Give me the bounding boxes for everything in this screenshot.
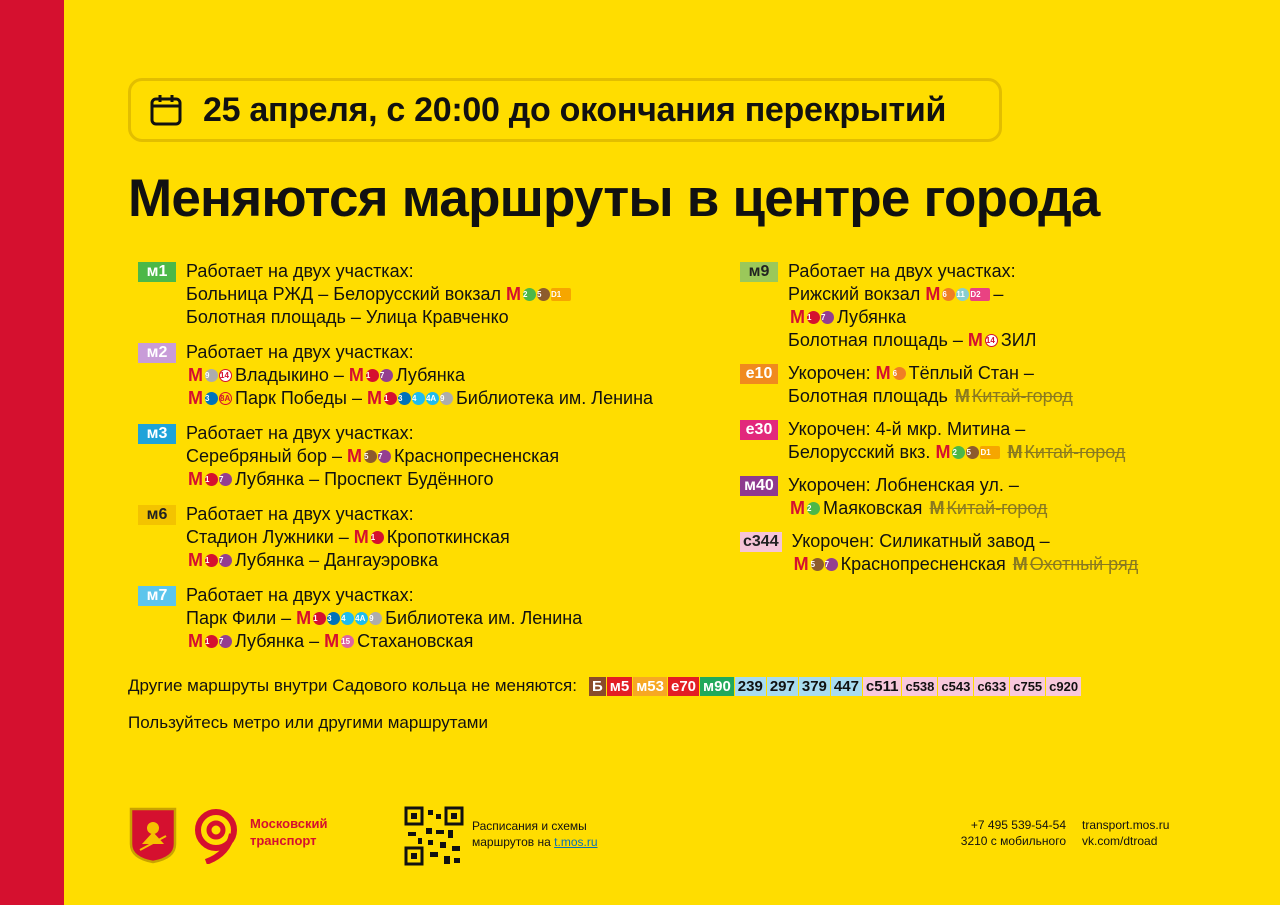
route-text: Работает на двух участках:: [186, 504, 414, 524]
route-line: [788, 260, 1040, 283]
route-description: [788, 474, 1047, 520]
route-entry: [138, 584, 656, 653]
unchanged-routes: [128, 676, 1082, 696]
metro-station-marker: [935, 441, 1001, 464]
metro-logo-icon: М: [1012, 554, 1028, 574]
metro-line-marker: 3: [327, 612, 340, 625]
route-line: [186, 630, 585, 653]
route-chip: с755: [1010, 677, 1045, 696]
route-line: [186, 341, 656, 364]
route-description: [186, 584, 585, 653]
metro-line-marker: 3: [205, 392, 218, 405]
route-text: Белорусский вкз.: [788, 442, 931, 462]
cancelled-stop: [955, 385, 1073, 408]
route-text: Работает на двух участках:: [186, 423, 414, 443]
route-chip: е70: [668, 677, 699, 696]
advice-text: Пользуйтесь метро или другими маршрутами: [128, 713, 488, 732]
metro-station-marker: [296, 607, 383, 630]
metro-line-marker: 1: [371, 531, 384, 544]
left-route-list: [138, 260, 656, 665]
route-badge: м2: [138, 343, 176, 363]
metro-line-marker: 7: [380, 369, 393, 382]
route-chip: с920: [1046, 677, 1081, 696]
metro-line-marker: 7: [821, 311, 834, 324]
metro-station-marker: [349, 364, 394, 387]
metro-line-marker: D1: [551, 288, 571, 301]
route-entry: [138, 503, 656, 572]
route-text: Лубянка – Проспект Будённого: [235, 469, 494, 489]
metro-line-marker: 3: [398, 392, 411, 405]
metro-station-marker: [367, 387, 454, 410]
route-text: Стахановская: [357, 631, 474, 651]
metro-station-marker: [790, 306, 835, 329]
metro-line-marker: 7: [378, 450, 391, 463]
route-description: [788, 260, 1040, 352]
route-chip: с538: [902, 677, 937, 696]
metro-logo-icon: М: [790, 498, 805, 518]
route-line: [186, 283, 574, 306]
route-text: Лубянка – Дангауэровка: [235, 550, 439, 570]
route-text: Больница РЖД – Белорусский вокзал: [186, 284, 501, 304]
route-text: Лубянка: [837, 307, 907, 327]
route-entry: [740, 530, 1138, 576]
route-badge: м1: [138, 262, 176, 282]
phone-info: +7 495 539-54-54 3210 с мобильного: [960, 818, 1066, 848]
route-line: [186, 387, 656, 410]
route-entry: [740, 474, 1138, 520]
cancelled-stop: [1013, 553, 1138, 576]
route-badge: м40: [740, 476, 778, 496]
route-text: Краснопресненская: [840, 554, 1006, 574]
metro-station-marker: [188, 630, 233, 653]
metro-station-marker: [506, 283, 572, 306]
route-badge: с344: [740, 532, 782, 552]
route-line: [186, 503, 513, 526]
route-description: [186, 341, 656, 410]
route-badge: е10: [740, 364, 778, 384]
metro-logo-icon: М: [188, 365, 203, 385]
moscow-transport-logo: [190, 806, 242, 869]
metro-line-marker: 1: [366, 369, 379, 382]
route-chip: м90: [700, 677, 734, 696]
metro-station-marker: [968, 329, 999, 352]
schedule-info: Расписания и схемы маршрутов на t.mos.ru: [472, 819, 598, 849]
route-line: [788, 497, 1047, 520]
route-chip: с543: [938, 677, 973, 696]
route-badge: м6: [138, 505, 176, 525]
cancelled-stop-name: Китай-город: [1024, 442, 1126, 462]
route-badge: м9: [740, 262, 778, 282]
route-text: Работает на двух участках:: [186, 342, 414, 362]
cancelled-stop-name: Охотный ряд: [1029, 554, 1139, 574]
metro-line-marker: 4А: [426, 392, 439, 405]
route-line: [186, 607, 585, 630]
metro-logo-icon: М: [925, 284, 941, 304]
metro-line-marker: 7: [219, 635, 232, 648]
cancelled-stop-name: Китай-город: [971, 386, 1073, 406]
metro-logo-icon: М: [935, 442, 951, 462]
metro-line-marker: 4: [341, 612, 354, 625]
vk-link[interactable]: vk.com/dtroad: [1082, 834, 1158, 848]
route-line: [186, 422, 562, 445]
metro-line-marker: 5: [537, 288, 550, 301]
metro-line-marker: 15: [341, 635, 354, 648]
route-line: [186, 260, 574, 283]
route-text: Укорочен: Силикатный завод –: [791, 531, 1050, 551]
metro-logo-icon: М: [1007, 442, 1023, 462]
metro-line-marker: 11: [956, 288, 969, 301]
metro-line-marker: 2: [807, 502, 820, 515]
route-text: –: [993, 284, 1004, 304]
route-line: [186, 468, 562, 491]
metro-line-marker: 4А: [355, 612, 368, 625]
metro-line-marker: D2: [970, 288, 990, 301]
metro-line-marker: 5: [364, 450, 377, 463]
unchanged-routes-label: Другие маршруты внутри Садового кольца не меняются:: [128, 676, 577, 695]
route-text: Серебряный бор –: [186, 446, 342, 466]
website-info: [1082, 817, 1169, 849]
metro-logo-icon: М: [348, 365, 364, 385]
metro-line-marker: 1: [807, 311, 820, 324]
metro-line-marker: 14: [985, 334, 998, 347]
metro-line-marker: 9: [205, 369, 218, 382]
metro-logo-icon: М: [296, 608, 312, 628]
route-text: Работает на двух участках:: [788, 261, 1016, 281]
route-line: [186, 584, 585, 607]
route-text: Болотная площадь: [788, 386, 948, 406]
route-line: [186, 526, 513, 549]
metro-line-marker: 2: [523, 288, 536, 301]
route-line: [788, 418, 1125, 441]
route-entry: [740, 418, 1138, 464]
route-line: [186, 306, 574, 329]
route-line: [186, 364, 656, 387]
route-text: Работает на двух участках:: [186, 261, 414, 281]
metro-logo-icon: М: [188, 469, 203, 489]
metro-station-marker: [790, 497, 821, 520]
route-line: [788, 362, 1073, 385]
metro-station-marker: [925, 283, 991, 306]
metro-line-marker: 4: [412, 392, 425, 405]
moscow-coat-of-arms: [128, 806, 178, 869]
metro-line-marker: 1: [205, 473, 218, 486]
metro-logo-icon: М: [188, 550, 203, 570]
route-line: [788, 441, 1125, 464]
route-entry: [138, 341, 656, 410]
route-badge: е30: [740, 420, 778, 440]
route-line: [792, 553, 1139, 576]
route-chip: 447: [831, 677, 862, 696]
route-chip: 297: [767, 677, 798, 696]
route-description: [788, 362, 1073, 408]
route-entry: [740, 362, 1138, 408]
metro-station-marker: [188, 549, 233, 572]
route-description: [186, 503, 513, 572]
route-text: Укорочен:: [788, 363, 871, 383]
route-entry: [138, 422, 656, 491]
route-description: [186, 422, 562, 491]
metro-line-marker: 6: [942, 288, 955, 301]
route-description: [186, 260, 574, 329]
route-line: [788, 283, 1040, 306]
route-badge: м3: [138, 424, 176, 444]
metro-line-marker: 5: [811, 558, 824, 571]
route-text: Парк Фили –: [186, 608, 292, 628]
route-text: Болотная площадь – Улица Кравченко: [186, 307, 509, 327]
route-text: Рижский вокзал: [788, 284, 921, 304]
route-line: [792, 530, 1139, 553]
route-line: [788, 306, 1040, 329]
page-title: Меняются маршруты в центре города: [128, 169, 1100, 228]
route-text: ЗИЛ: [1000, 330, 1037, 350]
metro-station-marker: [354, 526, 385, 549]
metro-station-marker: [188, 364, 233, 387]
metro-logo-icon: М: [967, 330, 983, 350]
metro-logo-icon: М: [188, 388, 203, 408]
route-line: [788, 385, 1073, 408]
metro-line-marker: 2: [952, 446, 965, 459]
route-text: Работает на двух участках:: [186, 585, 414, 605]
route-text: Лубянка: [395, 365, 465, 385]
route-chip: с633: [974, 677, 1009, 696]
route-text: Кропоткинская: [386, 527, 510, 547]
route-text: Тёплый Стан –: [908, 363, 1034, 383]
metro-logo-icon: М: [875, 363, 891, 383]
route-chip: м5: [607, 677, 632, 696]
right-route-list: [740, 260, 1138, 586]
route-text: Укорочен: Лобненская ул. –: [788, 475, 1019, 495]
route-text: Владыкино –: [235, 365, 344, 385]
metro-line-marker: 14: [219, 369, 232, 382]
metro-logo-icon: М: [506, 284, 521, 304]
metro-line-marker: 5: [966, 446, 979, 459]
cancelled-stop: [1007, 441, 1125, 464]
metro-station-marker: [876, 362, 907, 385]
route-description: [792, 530, 1139, 576]
route-chip: 239: [735, 677, 766, 696]
route-chip: м53: [633, 677, 667, 696]
metro-logo-icon: М: [353, 527, 369, 547]
metro-station-marker: [347, 445, 392, 468]
metro-logo-icon: М: [188, 631, 203, 651]
metro-station-marker: [188, 387, 233, 410]
route-text: Библиотека им. Ленина: [455, 388, 654, 408]
route-text: Лубянка –: [235, 631, 320, 651]
metro-station-marker: [324, 630, 355, 653]
qr-code-icon[interactable]: [404, 806, 464, 871]
metro-line-marker: 7: [219, 473, 232, 486]
website-link[interactable]: transport.mos.ru: [1082, 818, 1170, 832]
metro-logo-icon: М: [929, 498, 945, 518]
metro-line-marker: 8А: [220, 394, 231, 403]
route-text: Стадион Лужники –: [186, 527, 349, 547]
metro-line-marker: 9: [369, 612, 382, 625]
route-entry: [138, 260, 656, 329]
schedule-link[interactable]: t.mos.ru: [554, 835, 598, 849]
route-text: Болотная площадь –: [788, 330, 963, 350]
metro-logo-icon: М: [790, 307, 805, 327]
metro-line-marker: 1: [384, 392, 397, 405]
route-description: [788, 418, 1125, 464]
metro-logo-icon: М: [346, 446, 362, 466]
route-chip: с511: [863, 677, 902, 696]
metro-line-marker: 7: [219, 554, 232, 567]
route-text: Парк Победы –: [235, 388, 362, 408]
route-line: [186, 549, 513, 572]
metro-logo-icon: М: [324, 631, 340, 651]
date-banner-text: 25 апреля, с 20:00 до окончания перекрытий: [203, 90, 947, 129]
metro-line-marker: D1: [980, 446, 1000, 459]
route-text: Укорочен: 4-й мкр. Митина –: [788, 419, 1026, 439]
route-entry: [740, 260, 1138, 352]
unchanged-route-chips: [589, 676, 1082, 696]
route-text: Краснопресненская: [393, 446, 560, 466]
route-badge: м7: [138, 586, 176, 606]
cancelled-stop: [929, 497, 1047, 520]
metro-logo-icon: М: [366, 388, 382, 408]
route-text: Маяковская: [823, 498, 923, 518]
metro-line-marker: 1: [205, 554, 218, 567]
calendar-icon: [149, 93, 183, 127]
route-text: Библиотека им. Ленина: [385, 608, 583, 628]
metro-line-marker: 9: [440, 392, 453, 405]
route-chip: Б: [589, 677, 606, 696]
metro-logo-icon: М: [793, 554, 809, 574]
route-line: [186, 445, 562, 468]
cancelled-stop-name: Китай-город: [946, 498, 1048, 518]
route-chip: 379: [799, 677, 830, 696]
red-side-bar: [0, 0, 64, 905]
route-line: [788, 474, 1047, 497]
metro-station-marker: [188, 468, 233, 491]
metro-logo-icon: М: [954, 386, 970, 406]
brand-name: Московский транспорт: [250, 816, 328, 848]
metro-line-marker: 7: [825, 558, 838, 571]
metro-line-marker: 1: [313, 612, 326, 625]
route-line: [788, 329, 1040, 352]
metro-line-marker: 6: [893, 367, 906, 380]
metro-line-marker: 1: [205, 635, 218, 648]
date-banner: [128, 78, 1002, 142]
metro-station-marker: [794, 553, 839, 576]
